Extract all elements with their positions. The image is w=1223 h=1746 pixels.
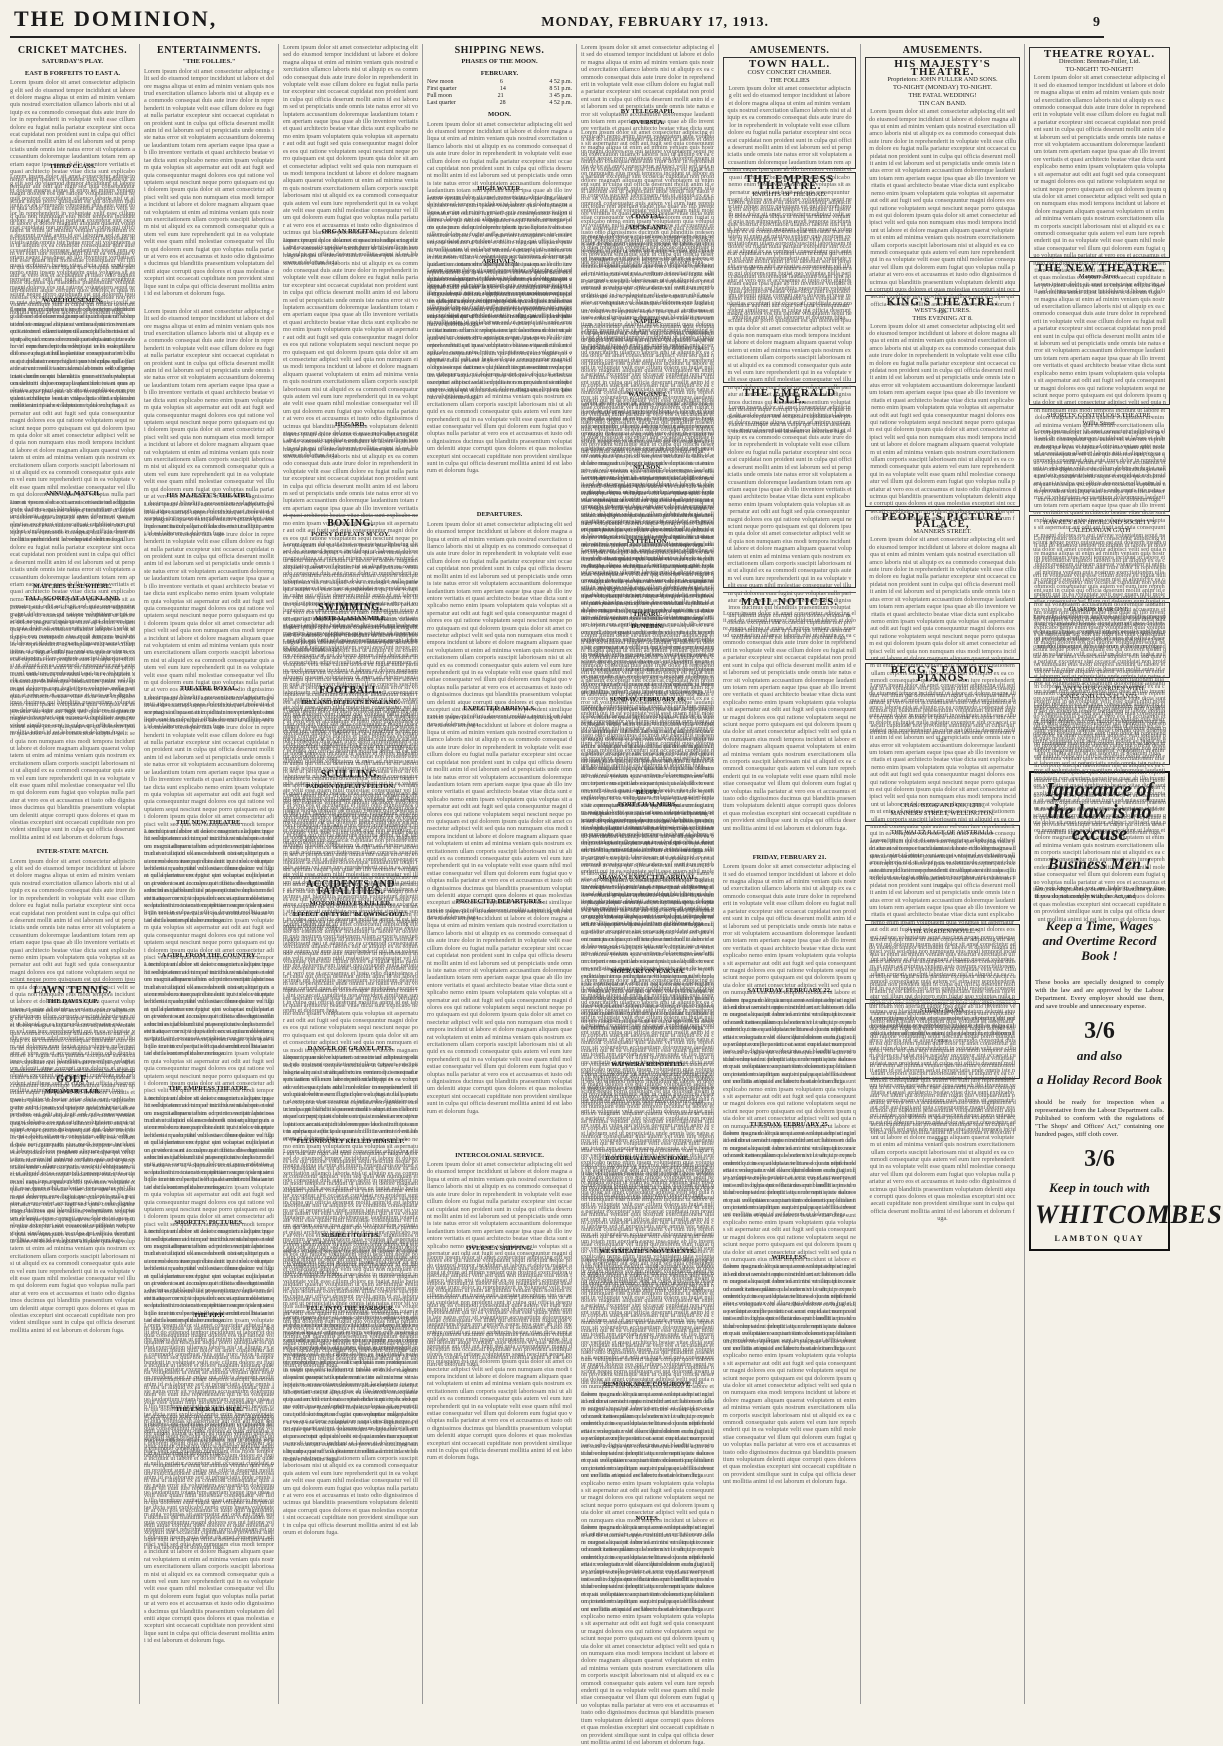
article-text [581,44,714,104]
article-text [144,68,274,308]
sub-hugard: HUGARD. [335,421,366,429]
heading-amusements: AMUSEMENTS. [749,45,830,56]
column-cricket [10,44,140,1704]
heading-cricket: CRICKET MATCHES. [17,45,128,56]
masthead-title: THE DOMINION, [14,6,218,31]
sub-auckland: AUCKLAND. [627,224,668,232]
sub-ireland: IRELAND DEFEATS ENGLAND. [301,698,400,706]
article-text [581,632,714,692]
article-text [283,921,418,1041]
ad-lambton-quay: LAMBTON QUAY [1054,1234,1145,1244]
ad-garden-hotel: "THE GARDEN HOTEL." Lorem ipsum dolor sit amet consectetur adipiscing elit sed do eiusmod tempor incididunt ut labore et dolore magna aliqua ut enim ad minim veniam quis nostrud exercitation ullamco laboris nisi ut aliquip ex ea commodo consequat duis aute irure dolor in reprehenderit in voluptate velit esse cillum dolore eu fugiat nulla pariatur excepteur sint occaecat cupidatat non proident sunt in culpa qui officia deserunt mollit anim id est laborum sed ut perspiciatis unde omnis iste natus error sit voluptatem accusantium doloremque laudantium totam rem aperiam eaque ipsa quae ab illo inventore veritatis et quasi architecto beatae vitae dicta sunt explicabo nemo enim ipsam voluptatem quia voluptas sit aspernatur aut odit aut fugit sed quia consequuntur magni dolores eos qui ratione voluptatem sequi nesciunt neque porro quisquam est qui dolorem ipsum quia dolor sit amet consectetur adipisci velit sed quia non numquam eius modi tempora incidunt ut labore et dolore magnam aliquam quaerat voluptatem ut enim ad minima veniam quis nostrum exercitationem ullam corporis suscipit laboriosam nisi ut aliquid ex ea commodi consequatur quis autem vel eum iure reprehenderit qui in ea voluptate velit esse quam nihil molestiae consequatur vel illum qui dolorem eum fugiat quo voluptas nulla pariatur at vero eos et accusamus et iusto odio dignissimos ducimus qui blanditiis praesentium voluptatum deleniti atque corrupti quos dolores et quas molestias excepturi sint occaecati cupiditate non provident similique sunt in culpa qui officia deserunt mollitia animi id est laborum et dolorum fuga. [865,924,1020,1000]
sub-follies: "THE FOLLIES." [182,58,236,66]
article-text [283,792,418,872]
sub-motor-driver: MOTOR DRIVER KILLED. [309,899,392,907]
article-text [581,129,714,209]
article-text [283,1054,418,1134]
column-telegraph [581,44,719,1704]
heading-mail-notices: MAIL NOTICES. [740,596,839,609]
sub-empress: THE EMPRESS THEATRE. [168,1085,250,1093]
heading-golf: GOLF. [56,1074,89,1086]
sub-lyttelton: LYTTELTON. [626,537,669,545]
sub-fits: SUBJECT TO FITS. [321,1231,380,1239]
sub-feloniously: "FELONIOUSLY KILLED HIMSELF." [293,1138,408,1146]
article-text [581,884,714,964]
article-text [581,1524,714,1704]
sub-oversea: OVERSEA. [630,119,665,127]
column-amusements-ads [865,44,1025,1704]
table-row: Full moon 21 3 45 p.m. [427,93,572,100]
article-text [144,1228,274,1308]
article-text [283,431,418,511]
article-text [581,705,714,785]
article-text [144,961,274,1081]
article-text [723,1130,856,1250]
article-text [144,308,274,488]
ad-shortts: SHORTTS' CONTINUOUS THEATRE, Willis Street. Lorem ipsum dolor sit amet consectetur adipiscing elit sed do eiusmod tempor incididunt ut labore et dolore magna aliqua ut enim ad minim veniam quis nostrud exercitation ullamco laboris nisi ut aliquip ex ea commodo consequat duis aute irure dolor in reprehenderit in voluptate velit esse cillum dolore eu fugiat nulla pariatur excepteur sint occaecat cupidatat non proident sunt in culpa qui officia deserunt mollit anim id est laborum sed ut perspiciatis unde omnis iste natus error sit voluptatem accusantium doloremque laudantium totam rem aperiam eaque ipsa quae ab illo inventore veritatis et quasi architecto beatae vitae dicta sunt explicabo nemo enim ipsam voluptatem quia voluptas sit aspernatur aut odit aut fugit sed quia consequuntur magni dolores eos qui ratione voluptatem sequi nesciunt neque porro quisquam est qui dolorem ipsum quia dolor sit amet consectetur adipisci velit sed quia non numquam eius modi tempora incidunt ut labore et dolore magnam aliquam quaerat voluptatem ut enim ad minima veniam quis nostrum exercitationem ullam corporis suscipit laboriosam nisi ut aliquid ex ea commodi consequatur quis autem vel eum iure reprehenderit qui in ea voluptate velit esse quam nihil molestiae consequatur vel illum qui dolorem eum fugiat quo voluptas nulla pariatur at vero eos et accusamus et iusto odio dignissimos ducimus qui blanditiis praesentium voluptatum deleniti atque corrupti quos dolores et quas molestias excepturi sint occaecati cupiditate non provident similique sunt in culpa qui officia deserunt mollitia animi id est laborum et dolorum fuga. [1029,408,1170,512]
article-text [144,1322,274,1402]
sub-arrivals: ARRIVALS. [481,258,518,266]
sub-oversea-shipping: OVERSEA SHIPPING. [466,1245,533,1253]
ad-and-also: and also [1076,1047,1123,1063]
article-text [427,908,572,1148]
article-text [581,1071,714,1151]
sub-sunday: SUNDAY, FEBRUARY 16. [609,696,686,704]
sub-saturday-22: SATURDAY, FEBRUARY 22. [747,987,832,995]
ad-empress: THE EMPRESS THEATRE. KNIGHTS OF THE ROAD. Lorem ipsum dolor sit amet consectetur adipiscing elit sed do eiusmod tempor incididunt ut labore et dolore magna aliqua ut enim ad minim veniam quis nostrud exercitation ullamco laboris nisi ut aliquip ex ea commodo consequat duis aute irure dolor in reprehenderit in voluptate velit esse cillum dolore eu fugiat nulla pariatur excepteur sint occaecat cupidatat non proident sunt in culpa qui officia deserunt mollit anim id est laborum sed ut perspiciatis unde omnis iste natus error sit voluptatem accusantium doloremque laudantium totam rem aperiam eaque ipsa quae ab illo inventore veritatis et quasi architecto beatae vitae dicta sunt explicabo nemo enim ipsam voluptatem quia voluptas sit aspernatur aut odit aut fugit sed quia consequuntur magni dolores eos qui ratione voluptatem sequi nesciunt neque porro quisquam est qui dolorem ipsum quia dolor sit amet consectetur adipisci velit sed quia non numquam eius modi tempora incidunt ut labore et dolore magnam aliquam quaerat voluptatem ut enim ad minima veniam quis nostrum exercitationem ullam corporis suscipit laboriosam nisi ut aliquid ex ea commodi consequatur quis autem vel eum iure reprehenderit qui in ea voluptate velit esse quam nihil molestiae consequatur vel illum qui dolorem eum fugiat quo voluptas nulla pariatur at vero eos et accusamus et iusto odio dignissimos ducimus qui blanditiis praesentium voluptatum deleniti atque corrupti quos dolores et quas molestias excepturi sint occaecati cupiditate non provident similique sunt in culpa qui officia deserunt mollitia animi id est laborum et dolorum fuga. [723,172,856,383]
article-text [144,828,274,948]
sub-port-chalmers: PORT CHALMERS. [617,800,678,808]
article-text [581,810,714,870]
ad-new-theatre: THE NEW THEATRE. Manners Street. Lorem ipsum dolor sit amet consectetur adipiscing elit sed do eiusmod tempor incididunt ut labore et dolore magna aliqua ut enim ad minim veniam quis nostrud exercitation ullamco laboris nisi ut aliquip ex ea commodo consequat duis aute irure dolor in reprehenderit in voluptate velit esse cillum dolore eu fugiat nulla pariatur excepteur sint occaecat cupidatat non proident sunt in culpa qui officia deserunt mollit anim id est laborum sed ut perspiciatis unde omnis iste natus error sit voluptatem accusantium doloremque laudantium totam rem aperiam eaque ipsa quae ab illo inventore veritatis et quasi architecto beatae vitae dicta sunt explicabo nemo enim ipsam voluptatem quia voluptas sit aspernatur aut odit aut fugit sed quia consequuntur magni dolores eos qui ratione voluptatem sequi nesciunt neque porro quisquam est qui dolorem ipsum quia dolor sit amet consectetur adipisci velit sed quia non numquam eius modi tempora incidunt ut labore et dolore magnam aliquam quaerat voluptatem ut enim ad minima veniam quis nostrum exercitationem ullam corporis suscipit laboriosam nisi ut aliquid ex ea commodi consequatur quis autem vel eum iure reprehenderit qui in ea voluptate velit esse quam nihil molestiae consequatur vel illum qui dolorem eum fugiat quo voluptas nulla pariatur at vero eos et accusamus et iusto odio dignissimos ducimus qui blanditiis praesentium voluptatum deleniti atque corrupti quos dolores et quas molestias excepturi sint occaecati cupiditate non provident similique sunt in culpa qui officia deserunt mollitia animi id est laborum et dolorum fuga. [1029,261,1170,404]
table-row: Last quarter 28 4 52 p.m. [427,100,572,107]
article-text [581,1164,714,1244]
article-text [283,708,418,768]
sub-rotorua: ROTORUA LEAVES HOME. [605,1154,690,1162]
ad-emerald-isle: THE EMERALD ISLE. Lorem ipsum dolor sit amet consectetur adipiscing elit sed do eiusmod tempor incididunt ut labore et dolore magna aliqua ut enim ad minim veniam quis nostrud exercitation ullamco laboris nisi ut aliquip ex ea commodo consequat duis aute irure dolor in reprehenderit in voluptate velit esse cillum dolore eu fugiat nulla pariatur excepteur sint occaecat cupidatat non proident sunt in culpa qui officia deserunt mollit anim id est laborum sed ut perspiciatis unde omnis iste natus error sit voluptatem accusantium doloremque laudantium totam rem aperiam eaque ipsa quae ab illo inventore veritatis et quasi architecto beatae vitae dicta sunt explicabo nemo enim ipsam voluptatem quia voluptas sit aspernatur aut odit aut fugit sed quia consequuntur magni dolores eos qui ratione voluptatem sequi nesciunt neque porro quisquam est qui dolorem ipsum quia dolor sit amet consectetur adipisci velit sed quia non numquam eius modi tempora incidunt ut labore et dolore magnam aliquam quaerat voluptatem ut enim ad minima veniam quis nostrum exercitationem ullam corporis suscipit laboriosam nisi ut aliquid ex ea commodi consequatur quis autem vel eum iure reprehenderit qui in ea voluptate velit esse quam nihil molestiae consequatur vel illum qui dolorem eum fugiat quo voluptas nulla pariatur at vero eos et accusamus et iusto odio dignissimos ducimus qui blanditiis praesentium voluptatum deleniti atque corrupti quos dolores et quas molestias excepturi sint occaecati cupiditate non provident similique sunt in culpa qui officia deserunt mollitia animi id est laborum et dolorum fuga. [723,386,856,589]
sub-his-majestys: HIS MAJESTY'S THEATRE. [166,491,252,499]
heading-amusements-2: AMUSEMENTS. [902,45,983,56]
article-text [10,1097,135,1217]
ad-string-band: STRING BAND. Lorem ipsum dolor sit amet consectetur adipiscing elit sed do eiusmod tempor incididunt ut labore et dolore magna aliqua ut enim ad minim veniam quis nostrud exercitation ullamco laboris nisi ut aliquip ex ea commodo consequat duis aute irure dolor in reprehenderit in voluptate velit esse cillum dolore eu fugiat nulla pariatur excepteur sint occaecat cupidatat non proident sunt in culpa qui officia deserunt mollit anim id est laborum sed ut perspiciatis unde omnis iste natus error sit voluptatem accusantium doloremque laudantium totam rem aperiam eaque ipsa quae ab illo inventore veritatis et quasi architecto beatae vitae dicta sunt explicabo nemo enim ipsam voluptatem quia voluptas sit aspernatur aut odit aut fugit sed quia consequuntur magni dolores eos qui ratione voluptatem sequi nesciunt neque porro quisquam est qui dolorem ipsum quia dolor sit amet consectetur adipisci velit sed quia non numquam eius modi tempora incidunt ut labore et dolore magnam aliquam quaerat voluptatem ut enim ad minima veniam quis nostrum exercitationem ullam corporis suscipit laboriosam nisi ut aliquid ex ea commodi consequatur quis autem vel eum iure reprehenderit qui in ea voluptate velit esse quam nihil molestiae consequatur vel illum qui dolorem eum fugiat quo voluptas nulla pariatur at vero eos et accusamus et iusto odio dignissimos ducimus qui blanditiis praesentium voluptatum deleniti atque corrupti quos dolores et quas molestias excepturi sint occaecati cupiditate non provident similique sunt in culpa qui officia deserunt mollitia animi id est laborum et dolorum fuga. [865,1003,1020,1079]
sub-matches-elsewhere: MATCHES ELSEWHERE. [33,583,112,591]
article-text [283,1241,418,1301]
ad-price: 3/6 [1084,1017,1115,1044]
sub-nelson: NELSON. [633,464,662,472]
sub-wanganui: WANGANUI. [627,391,667,399]
masthead-date: MONDAY, FEBRUARY 17, 1913. [541,15,769,30]
ad-town-hall: TOWN HALL. COSY CONCERT CHAMBER. THE FOLLIES Lorem ipsum dolor sit amet consectetur adipiscing elit sed do eiusmod tempor incididunt ut labore et dolore magna aliqua ut enim ad minim veniam quis nostrud exercitation ullamco laboris nisi ut aliquip ex ea commodo consequat duis aute irure dolor in reprehenderit in voluptate velit esse cillum dolore eu fugiat nulla pariatur excepteur sint occaecat cupidatat non proident sunt in culpa qui officia deserunt mollit anim id est laborum sed ut perspiciatis unde omnis iste natus error sit voluptatem accusantium doloremque laudantium totam rem aperiam eaque ipsa quae ab illo inventore veritatis et quasi architecto beatae vitae dicta sunt explicabo nemo enim ipsam voluptatem quia voluptas sit aspernatur aut odit aut fugit sed quia consequuntur magni dolores eos qui ratione voluptatem sequi nesciunt neque porro quisquam est qui dolorem ipsum quia dolor sit amet consectetur adipisci velit sed quia non numquam eius modi tempora incidunt ut labore et dolore magnam aliquam quaerat voluptatem ut enim ad minima veniam quis nostrum exercitationem ullam corporis suscipit laboriosam nisi ut aliquid ex ea commodi consequatur quis autem vel eum iure reprehenderit qui in ea voluptate velit esse quam nihil molestiae consequatur vel illum qui dolorem eum fugiat quo voluptas nulla pariatur at vero eos et accusamus et iusto odio dignissimos ducimus qui blanditiis praesentium voluptatum deleniti atque corrupti quos dolores et quas molestias excepturi sint occaecati cupiditate non provident similique sunt in culpa qui officia deserunt mollitia animi id est laborum et dolorum fuga. [723,57,856,168]
article-text [427,714,572,894]
sub-notes: NOTES. [635,1514,660,1522]
sub-february: FEBRUARY. [480,69,519,77]
article-text [283,1148,418,1228]
article-text [581,977,714,1057]
ad-hawkes-bay: HAWKE'S BAY HIGHLAND SOCIETY'S CALEDONIAN GATH Lorem ipsum dolor sit amet consectetur adipiscing elit sed do eiusmod tempor incididunt ut labore et dolore magna aliqua ut enim ad minim veniam quis nostrud exercitation ullamco laboris nisi ut aliquip ex ea commodo consequat duis aute irure dolor in reprehenderit in voluptate velit esse cillum dolore eu fugiat nulla pariatur excepteur sint occaecat cupidatat non proident sunt in culpa qui officia deserunt mollit anim id est laborum sed ut perspiciatis unde omnis iste natus error sit voluptatem accusantium doloremque laudantium totam rem aperiam eaque ipsa quae ab illo inventore veritatis et quasi architecto beatae vitae dicta sunt explicabo nemo enim ipsam voluptatem quia voluptas sit aspernatur aut odit aut fugit sed quia consequuntur magni dolores eos qui ratione voluptatem sequi nesciunt neque porro quisquam est qui dolorem ipsum quia dolor sit amet consectetur adipisci velit sed quia non numquam eius modi tempora incidunt ut labore et dolore magnam aliquam quaerat voluptatem ut enim ad minima veniam quis nostrum exercitationem ullam corporis suscipit laboriosam nisi ut aliquid ex ea commodi consequatur quis autem vel eum iure reprehenderit qui in ea voluptate velit esse quam nihil molestiae consequatur vel illum qui dolorem eum fugiat quo voluptas nulla pariatur at vero eos et accusamus et iusto odio dignissimos ducimus qui blanditiis praesentium voluptatum deleniti atque corrupti quos dolores et quas molestias excepturi sint occaecati cupiditate non provident similique sunt in culpa qui officia deserunt mollitia animi id est laborum et dolorum fuga. [1029,515,1170,599]
article-text [723,997,856,1117]
sub-organ-recital: ORGAN RECITAL. [321,228,380,235]
article-text [723,863,856,983]
heading-swimming: SWIMMING. [318,601,383,613]
sub-tall-scores: TALL SCORES AT AUCKLAND. [24,594,121,602]
sub-shortts: SHORTTS' PICTURES. [174,1218,244,1226]
article-text [427,267,572,507]
sub-warehousemen: WAREHOUSEMEN. [42,296,103,304]
masthead [10,6,1104,38]
sub-cosgrove: REMARKABLE COSGROVE. [602,1381,693,1389]
article-text [581,547,714,607]
ad-text: Do you know that you are liable to a heavy fine if you do not comply with the Act, and [1035,885,1164,901]
article-text [10,79,135,159]
article-text [427,1161,572,1241]
sub-wireless: WIRELESS. [771,1254,808,1262]
column-amusements-mail [723,44,861,1704]
heading-shipping: SHIPPING NEWS. [454,45,545,56]
sub-napier: NAPIER. [634,317,661,325]
article-text [283,237,418,417]
article-text [10,499,135,579]
sub-new-theatre: THE NEW THEATRE. [175,818,243,826]
heading-sculling: SCULLING. [320,769,381,781]
sub-east-b: EAST B FORFEITS TO EAST A. [24,69,121,77]
sub-emerald-isle: "THE EMERALD ISLE." [171,1405,247,1413]
sub-by-telegraph: BY TELEGRAPH. [620,108,675,115]
article-text [723,1263,856,1323]
sub-poesy: POESY DEFEATS M'COY. [311,531,390,539]
sub-friday: FRIDAY, FEBRUARY 21. [752,853,827,861]
article-text [144,1095,274,1215]
article-text [427,521,572,701]
heading-lawn-tennis: LAWN TENNIS. [33,984,112,996]
sub-projected-departures: PROJECTED DEPARTURES. [455,898,544,906]
article-text [144,501,274,681]
sub-ppp: THE P.P.P. [193,1312,225,1320]
ad-whitcombes-name: WHITCOMBES [1035,1200,1223,1230]
ad-keep-record: Keep a Time, Wages and Overtime Record Book ! [1042,917,1157,963]
sub-high-water: HIGH WATER. [477,184,522,192]
article-text [581,400,714,460]
article-text [283,541,418,601]
column-sports-accidents [283,44,423,1704]
sub-miramar: MIRAMAR CLUB. [44,1087,101,1095]
ad-price: 3/6 [1084,1145,1115,1172]
ad-hair-dye: GUARDS HAIR DYE. Lorem ipsum dolor sit amet consectetur adipiscing elit sed do eiusmod tempor incididunt ut labore et dolore magna aliqua ut enim ad minim veniam quis nostrud exercitation ullamco laboris nisi ut aliquip ex ea commodo consequat duis aute irure dolor in reprehenderit in voluptate velit esse cillum dolore eu fugiat nulla pariatur excepteur sint occaecat cupidatat non proident sunt in culpa qui officia deserunt mollit anim id est laborum sed ut perspiciatis unde omnis iste natus error sit voluptatem accusantium doloremque laudantium totam rem aperiam eaque ipsa quae ab illo inventore veritatis et quasi architecto beatae vitae dicta sunt explicabo nemo enim ipsam voluptatem quia voluptas sit aspernatur aut odit aut fugit sed quia consequuntur magni dolores eos qui ratione voluptatem sequi nesciunt neque porro quisquam est qui dolorem ipsum quia dolor sit amet consectetur adipisci velit sed quia non numquam eius modi tempora incidunt ut labore et dolore magnam aliquam quaerat voluptatem ut enim ad minima veniam quis nostrum exercitationem ullam corporis suscipit laboriosam nisi ut aliquid ex ea commodi consequatur quis autem vel eum iure reprehenderit qui in ea voluptate velit esse quam nihil molestiae consequatur vel illum qui dolorem eum fugiat quo voluptas nulla pariatur at vero eos et accusamus et iusto odio dignissimos ducimus qui blanditiis praesentium voluptatum deleniti atque corrupti quos dolores et quas molestias excepturi sint occaecati cupiditate non provident similique sunt in culpa qui officia deserunt mollitia animi id est laborum et dolorum fuga. [1029,602,1170,678]
ad-text: should be ready for inspection when a representative from the Labour Department calls. Published to conform with the regulations of "The Shops' and Offices' Act," containing one hundred pages, stiff cloth cover. [1035,1099,1164,1139]
article-text [10,1007,135,1067]
column-entertainments [144,44,279,1704]
sub-arawa: ARAWA'S EXPECTED ARRIVAL. [597,874,698,882]
article-text [581,1391,714,1511]
table-row: New moon 6 4 52 p.m. [427,79,572,86]
column-ads-right [1029,44,1223,1704]
sub-coastal: COASTAL. [630,212,665,220]
article-text [581,474,714,534]
sub-expected-arrivals: EXPECTED ARRIVALS. [463,704,536,712]
sub-intercolonial: INTERCOLONIAL SERVICE. [455,1151,544,1159]
sub-dunedin: DUNEDIN. [631,622,664,630]
article-text [427,121,572,181]
sub-departures: DEPARTURES. [476,511,523,519]
sub-girl-country: "A GIRL FROM THE COUNTRY." [157,952,261,960]
sub-davis-cup: THE DAVIS CUP. [46,998,99,1006]
article-text [581,327,714,387]
article-text [723,610,856,850]
ad-whitcombes [1029,771,1223,1251]
article-text [10,858,135,978]
sub-paddon: PADDON DEFEATS FELTON. [306,782,395,790]
sub-tyre: EFFECT OF TYRE "BLOWING OUT." [292,911,409,919]
ad-kings-theatre: KING'S THEATRE. WEST'S PICTURES. THIS EVENING AT 8. Lorem ipsum dolor sit amet consectetur adipiscing elit sed do eiusmod tempor incididunt ut labore et dolore magna aliqua ut enim ad minim veniam quis nostrud exercitation ullamco laboris nisi ut aliquip ex ea commodo consequat duis aute irure dolor in reprehenderit in voluptate velit esse cillum dolore eu fugiat nulla pariatur excepteur sint occaecat cupidatat non proident sunt in culpa qui officia deserunt mollit anim id est laborum sed ut perspiciatis unde omnis iste natus error sit voluptatem accusantium doloremque laudantium totam rem aperiam eaque ipsa quae ab illo inventore veritatis et quasi architecto beatae vitae dicta sunt explicabo nemo enim ipsam voluptatem quia voluptas sit aspernatur aut odit aut fugit sed quia consequuntur magni dolores eos qui ratione voluptatem sequi nesciunt neque porro quisquam est qui dolorem ipsum quia dolor sit amet consectetur adipisci velit sed quia non numquam eius modi tempora incidunt ut labore et dolore magnam aliquam quaerat voluptatem ut enim ad minima veniam quis nostrum exercitationem ullam corporis suscipit laboriosam nisi ut aliquid ex ea commodi consequatur quis autem vel eum iure reprehenderit qui in ea voluptate velit esse quam nihil molestiae consequatur vel illum qui dolorem eum fugiat quo voluptas nulla pariatur at vero eos et accusamus et iusto odio dignissimos ducimus qui blanditiis praesentium voluptatum deleniti atque corrupti quos dolores et quas molestias excepturi sint occaecati cupiditate non provident similique sunt in culpa qui officia deserunt mollitia animi id est laborum et dolorum fuga. [865,295,1020,506]
ad-keep-in-touch: Keep in touch with [1049,1179,1150,1195]
heading-entertainments: ENTERTAINMENTS. [157,45,261,56]
ad-holiday-book: a Holiday Record Book [1036,1071,1163,1087]
article-text [144,695,274,815]
ad-peoples-pictures: PEOPLE'S PICTURE PALACE, MANNERS STREET. Lorem ipsum dolor sit amet consectetur adipiscing elit sed do eiusmod tempor incididunt ut labore et dolore magna aliqua ut enim ad minim veniam quis nostrud exercitation ullamco laboris nisi ut aliquip ex ea commodo consequat duis aute irure dolor in reprehenderit in voluptate velit esse cillum dolore eu fugiat nulla pariatur excepteur sint occaecat cupidatat non proident sunt in culpa qui officia deserunt mollit anim id est laborum sed ut perspiciatis unde omnis iste natus error sit voluptatem accusantium doloremque laudantium totam rem aperiam eaque ipsa quae ab illo inventore veritatis et quasi architecto beatae vitae dicta sunt explicabo nemo enim ipsam voluptatem quia voluptas sit aspernatur aut odit aut fugit sed quia consequuntur magni dolores eos qui ratione voluptatem sequi nesciunt neque porro quisquam est qui dolorem ipsum quia dolor sit amet consectetur adipisci velit sed quia non numquam eius modi tempora incidunt ut labore et dolore magnam aliquam quaerat voluptatem ut enim ad minima veniam quis nostrum exercitationem ullam corporis suscipit laboriosam nisi ut aliquid ex ea commodi consequatur quis autem vel eum iure reprehenderit qui in ea voluptate velit esse quam nihil molestiae consequatur vel illum qui dolorem eum fugiat quo voluptas nulla pariatur at vero eos et accusamus et iusto odio dignissimos ducimus qui blanditiis praesentium voluptatum deleniti atque corrupti quos dolores et quas molestias excepturi sint occaecati cupiditate non provident similique sunt in culpa qui officia deserunt mollitia animi id est laborum et dolorum fuga. [865,510,1020,661]
article-text [283,44,418,224]
sub-bluff: BLUFF. [636,789,659,797]
column-shipping [427,44,577,1704]
table-row: First quarter 14 8 51 p.m. [427,86,572,93]
article-text [581,234,714,314]
ad-beggs-pianos: BEGG'S FAMOUS PIANOS. Lorem ipsum dolor sit amet consectetur adipiscing elit sed do eiusmod tempor incididunt ut labore et dolore magna aliqua ut enim ad minim veniam quis nostrud exercitation ullamco laboris nisi ut aliquip ex ea commodo consequat duis aute irure dolor in reprehenderit in voluptate velit esse cillum dolore eu fugiat nulla pariatur excepteur sint occaecat cupidatat non proident sunt in culpa qui officia deserunt mollit anim id est laborum sed ut perspiciatis unde omnis iste natus error sit voluptatem accusantium doloremque laudantium totam rem aperiam eaque ipsa quae ab illo inventore veritatis et quasi architecto beatae vitae dicta sunt explicabo nemo enim ipsam voluptatem quia voluptas sit aspernatur aut odit aut fugit sed quia consequuntur magni dolores eos qui ratione voluptatem sequi nesciunt neque porro quisquam est qui dolorem ipsum quia dolor sit amet consectetur adipisci velit sed quia non numquam eius modi tempora incidunt ut labore et dolore magnam aliquam quaerat voluptatem ut enim ad minima veniam quis nostrum exercitationem ullam corporis suscipit laboriosam nisi ut aliquid ex ea commodi consequatur quis autem vel eum iure reprehenderit qui in ea voluptate velit esse quam nihil molestiae consequatur vel illum qui dolorem eum fugiat quo voluptas nulla pariatur at vero eos et accusamus et iusto odio dignissimos ducimus qui blanditiis praesentium voluptatum deleniti atque corrupti quos dolores et quas molestias excepturi sint occaecati cupiditate non provident similique sunt in culpa qui officia deserunt mollitia animi id est laborum et dolorum fuga. CHAS. BEGG AND CO., LTD., MANNERS STREET, WELLINGTON. [865,663,1020,822]
sub-gravel-pits: DANGER OF GRAVEL PITS. [307,1044,394,1052]
sub-inter-state: INTER-STATE MATCH. [36,848,109,856]
sub-moon-phases: PHASES OF THE MOON. [461,58,538,66]
article-text [427,1254,572,1334]
ad-headline: Ignorance of the law is no excuse [1045,778,1154,845]
article-text [427,194,572,254]
article-text [144,1415,274,1475]
sub-annual-match: ANNUAL MATCH. [44,490,101,498]
heading-boxing: BOXING. [327,517,374,529]
sub-third-class: THIRD CLASS. [49,163,96,171]
ad-plants: PLANT YOUR GARDEN WITH JONES AND CO.'S PLANTS. Lorem ipsum dolor sit amet consectetur adipiscing elit sed do eiusmod tempor incididunt ut labore et dolore magna aliqua ut enim ad minim veniam quis nostrud exercitation ullamco laboris nisi ut aliquip ex ea commodo consequat duis aute irure dolor in reprehenderit in voluptate velit esse cillum dolore eu fugiat nulla pariatur excepteur sint occaecat cupidatat non proident sunt in culpa qui officia deserunt mollit anim id est laborum sed ut perspiciatis unde omnis iste natus error sit voluptatem accusantium doloremque laudantium totam rem aperiam eaque ipsa quae ab illo inventore veritatis et quasi architecto beatae vitae dicta sunt explicabo nemo enim ipsam voluptatem quia voluptas sit aspernatur aut odit aut fugit sed quia consequuntur magni dolores eos qui ratione voluptatem sequi nesciunt neque porro quisquam est qui dolorem ipsum quia dolor sit amet consectetur adipisci velit sed quia non numquam eius modi tempora incidunt ut labore et dolore magnam aliquam quaerat voluptatem ut enim ad minima veniam quis nostrum exercitationem ullam corporis suscipit laboriosam nisi ut aliquid ex ea commodi consequatur quis autem vel eum iure reprehenderit qui in ea voluptate velit esse quam nihil molestiae consequatur vel illum qui dolorem eum fugiat quo voluptas nulla pariatur at vero eos et accusamus et iusto odio dignissimos ducimus qui blanditiis praesentium voluptatum deleniti atque corrupti quos dolores et quas molestias excepturi sint occaecati cupiditate non provident similique sunt in culpa qui officia deserunt mollitia animi id est laborum et dolorum fuga. [1029,681,1170,765]
ad-theatre-royal: THEATRE ROYAL. Direction: Brennan-Fuller, Ltd. TO-NIGHT! TO-NIGHT! Lorem ipsum dolor sit amet consectetur adipiscing elit sed do eiusmod tempor incididunt ut labore et dolore magna aliqua ut enim ad minim veniam quis nostrud exercitation ullamco laboris nisi ut aliquip ex ea commodo consequat duis aute irure dolor in reprehenderit in voluptate velit esse cillum dolore eu fugiat nulla pariatur excepteur sint occaecat cupidatat non proident sunt in culpa qui officia deserunt mollit anim id est laborum sed ut perspiciatis unde omnis iste natus error sit voluptatem accusantium doloremque laudantium totam rem aperiam eaque ipsa quae ab illo inventore veritatis et quasi architecto beatae vitae dicta sunt explicabo nemo enim ipsam voluptatem quia voluptas sit aspernatur aut odit aut fugit sed quia consequuntur magni dolores eos qui ratione voluptatem sequi nesciunt neque porro quisquam est qui dolorem ipsum quia dolor sit amet consectetur adipisci velit sed quia non numquam eius modi tempora incidunt ut labore et dolore magnam aliquam quaerat voluptatem ut enim ad minima veniam quis nostrum exercitationem ullam corporis suscipit laboriosam nisi ut aliquid ex ea commodi consequatur quis autem vel eum iure reprehenderit qui in ea voluptate velit esse quam nihil molestiae consequatur vel illum qui dolorem eum fugiat quo voluptas nulla pariatur at vero eos et accusamus et iusto odio dignissimos ducimus qui blanditiis praesentium voluptatum deleniti atque corrupti quos dolores et quas molestias excepturi sint occaecati cupiditate non provident similique sunt in culpa qui officia deserunt mollitia animi id est laborum et dolorum fuga. [1029,47,1170,258]
columns [10,44,1223,1619]
article-text [581,1257,714,1377]
ad-business-men: Business Men ! [1047,856,1152,874]
sub-tuesday: TUESDAY, FEBRUARY 25. [749,1120,830,1128]
ad-waltz: THE WALTZ RAGE OF AUSTRALIA. Lorem ipsum dolor sit amet consectetur adipiscing elit sed do eiusmod tempor incididunt ut labore et dolore magna aliqua ut enim ad minim veniam quis nostrud exercitation ullamco laboris nisi ut aliquip ex ea commodo consequat duis aute irure dolor in reprehenderit in voluptate velit esse cillum dolore eu fugiat nulla pariatur excepteur sint occaecat cupidatat non proident sunt in culpa qui officia deserunt mollit anim id est laborum sed ut perspiciatis unde omnis iste natus error sit voluptatem accusantium doloremque laudantium totam rem aperiam eaque ipsa quae ab illo inventore veritatis et quasi architecto beatae vitae dicta sunt explicabo nemo enim ipsam voluptatem quia voluptas sit aspernatur aut odit aut fugit sed quia consequuntur magni dolores eos qui ratione voluptatem sequi nesciunt neque porro quisquam est qui dolorem ipsum quia dolor sit amet consectetur adipisci velit sed quia non numquam eius modi tempora incidunt ut labore et dolore magnam aliquam quaerat voluptatem ut enim ad minima veniam quis nostrum exercitationem ullam corporis suscipit laboriosam nisi ut aliquid ex ea commodi consequatur quis autem vel eum iure reprehenderit qui in ea voluptate velit esse quam nihil molestiae consequatur vel illum qui dolorem eum fugiat quo voluptas nulla pariatur at vero eos et accusamus et iusto odio dignissimos ducimus qui blanditiis praesentium voluptatum deleniti atque corrupti quos dolores et quas molestias excepturi sint occaecati cupiditate non provident similique sunt in culpa qui officia deserunt mollitia animi id est laborum et dolorum fuga. [865,825,1020,921]
article-text [283,1314,418,1374]
heading-accidents: ACCIDENTS AND FATALITIES. [305,879,395,898]
ad-text: These books are specially designed to comply with the law and are approved by the Labour Department. Every employer should use them, and save trouble and unnecessary expense. [1035,979,1164,1011]
heading-football: FOOTBALL. [319,685,382,697]
sub-harbour: FELL INTO THE HARBOUR. [306,1304,395,1312]
article-text [10,306,135,486]
sub-theatre-royal: THEATRE ROYAL. [179,685,239,693]
article-text [10,604,135,844]
sub-moon: MOON. [488,111,511,119]
sub-westmeath: WESTMEATH'S MOVEMENTS. [599,1247,696,1255]
sub-timaru: TIMARU. [632,611,663,619]
article-text [283,624,418,684]
sub-australasian-mile: AUSTRALASIAN MILE. [314,615,387,623]
article-text [10,173,135,293]
moon-table [427,79,572,107]
sub-waiwera: WAIWERA REPORTED. [610,1061,685,1069]
ad-his-majestys: HIS MAJESTY'S THEATRE. Proprietors: JOHN FULLER AND SONS. TO-NIGHT (MONDAY) TO-NIGHT. THE FATAL WEDDING! TIN CAN BAND. Lorem ipsum dolor sit amet consectetur adipiscing elit sed do eiusmod tempor incididunt ut labore et dolore magna aliqua ut enim ad minim veniam quis nostrud exercitation ullamco laboris nisi ut aliquip ex ea commodo consequat duis aute irure dolor in reprehenderit in voluptate velit esse cillum dolore eu fugiat nulla pariatur excepteur sint occaecat cupidatat non proident sunt in culpa qui officia deserunt mollit anim id est laborum sed ut perspiciatis unde omnis iste natus error sit voluptatem accusantium doloremque laudantium totam rem aperiam eaque ipsa quae ab illo inventore veritatis et quasi architecto beatae vitae dicta sunt explicabo nemo enim ipsam voluptatem quia voluptas sit aspernatur aut odit aut fugit sed quia consequuntur magni dolores eos qui ratione voluptatem sequi nesciunt neque porro quisquam est qui dolorem ipsum quia dolor sit amet consectetur adipisci velit sed quia non numquam eius modi tempora incidunt ut labore et dolore magnam aliquam quaerat voluptatem ut enim ad minima veniam quis nostrum exercitationem ullam corporis suscipit laboriosam nisi ut aliquid ex ea commodi consequatur quis autem vel eum iure reprehenderit qui in ea voluptate velit esse quam nihil molestiae consequatur vel illum qui dolorem eum fugiat quo voluptas nulla pariatur at vero eos et accusamus et iusto odio dignissimos ducimus qui blanditiis praesentium voluptatum deleniti atque corrupti quos dolores et quas molestias excepturi sint occaecati cupiditate non provident similique sunt in culpa qui officia deserunt mollitia animi id est laborum et dolorum fuga. [865,57,1020,292]
page-number: 9 [1093,15,1100,30]
sub-saturday: SATURDAY'S PLAY. [41,58,104,66]
sub-moeraki: MOERAKI ON RAKAIA. [610,967,685,975]
